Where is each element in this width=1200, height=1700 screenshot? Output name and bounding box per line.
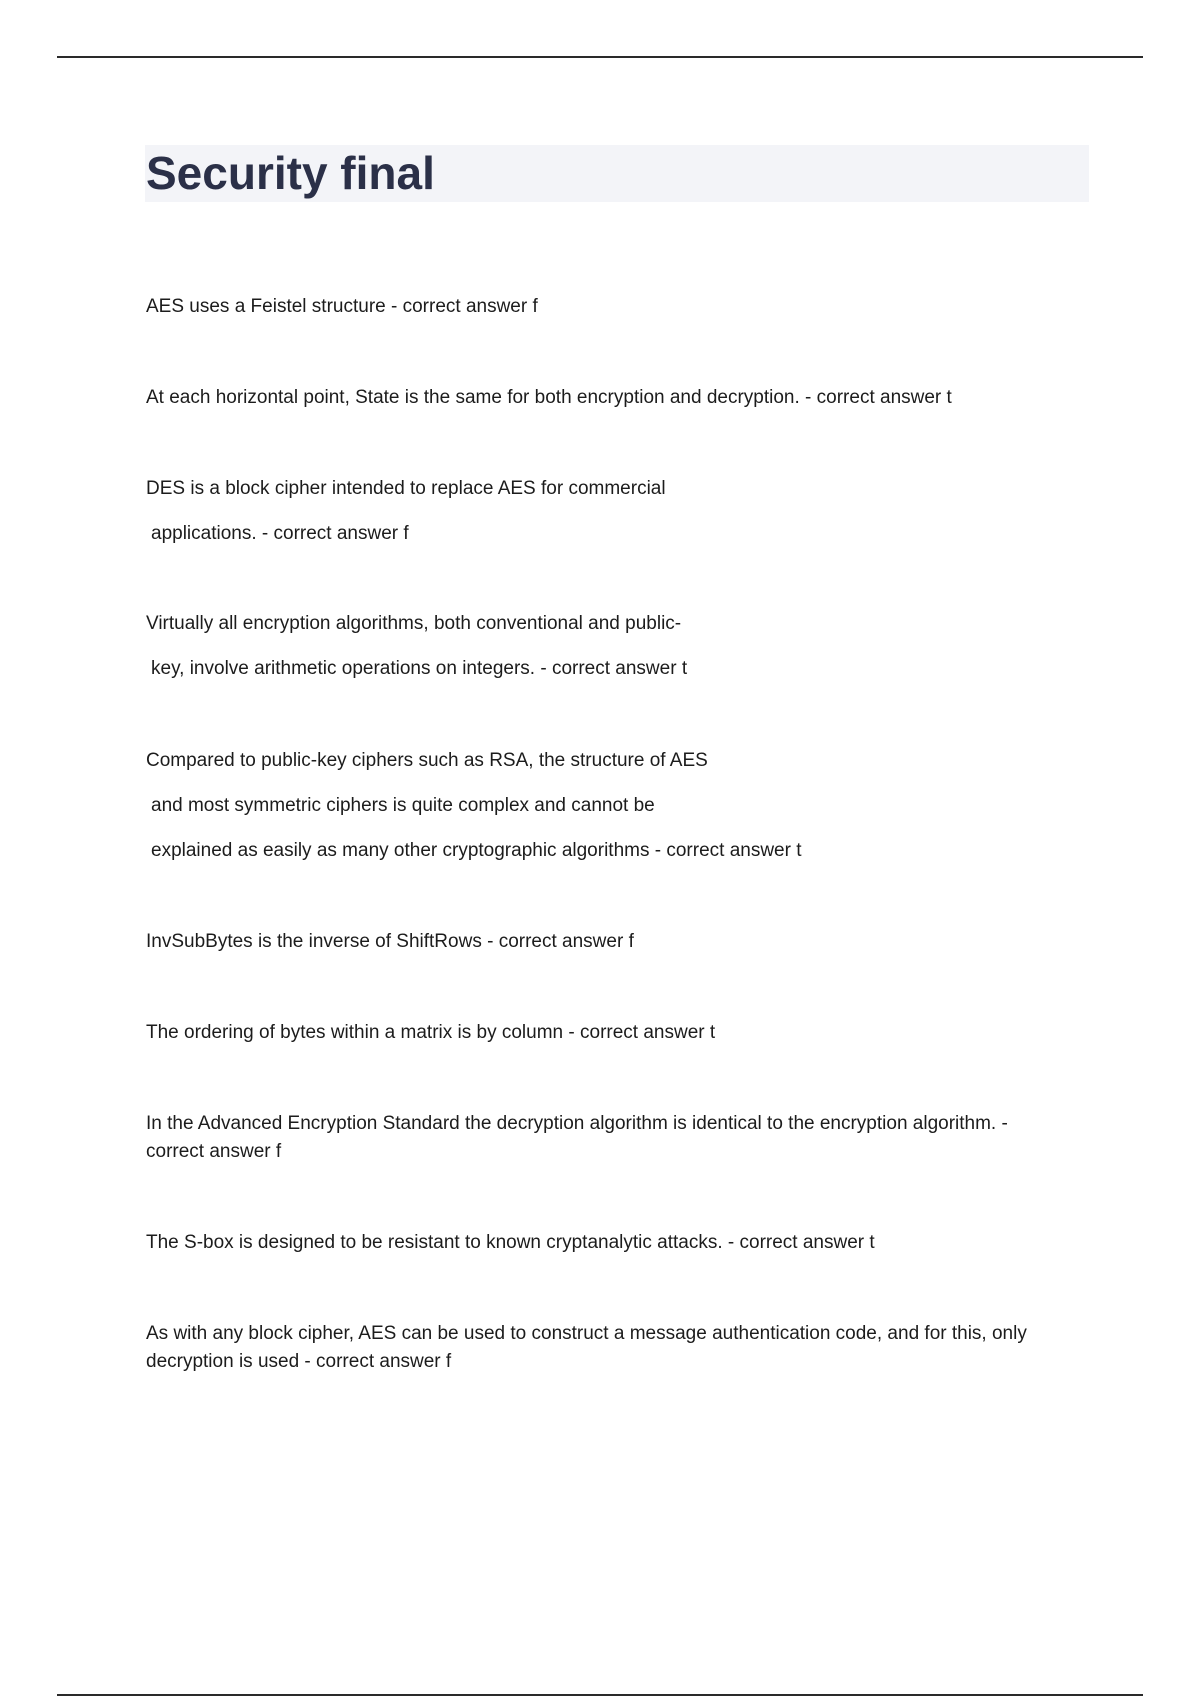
qa-item — [146, 1110, 1096, 1166]
qa-item — [146, 1320, 1096, 1376]
top-rule — [57, 56, 1143, 58]
qa-item — [146, 601, 1096, 691]
qa-line: The ordering of bytes within a matrix is by column - correct answer t — [146, 1022, 716, 1043]
qa-line: and most symmetric ciphers is quite complex and cannot be — [151, 795, 655, 816]
qa-line: At each horizontal point, State is the same for both encryption and decryption. - correct answer t — [146, 387, 952, 408]
qa-item — [146, 466, 1096, 556]
qa-line: Compared to public-key ciphers such as RSA, the structure of AES — [146, 750, 708, 771]
qa-line: The S-box is designed to be resistant to known cryptanalytic attacks. - correct answer t — [146, 1232, 875, 1253]
qa-line: correct answer f — [146, 1141, 282, 1162]
qa-item — [146, 738, 1096, 873]
qa-item — [146, 375, 1096, 420]
document-title: Security final — [146, 147, 435, 199]
qa-line: decryption is used - correct answer f — [146, 1351, 452, 1372]
qa-line: AES uses a Feistel structure - correct answer f — [146, 296, 538, 317]
qa-line: InvSubBytes is the inverse of ShiftRows - correct answer f — [146, 931, 634, 952]
qa-item — [146, 1010, 1096, 1055]
qa-line: DES is a block cipher intended to replace AES for commercial — [146, 478, 666, 499]
qa-line: key, involve arithmetic operations on integers. - correct answer t — [151, 658, 688, 679]
qa-line: In the Advanced Encryption Standard the decryption algorithm is identical to the encryption algorithm. - — [146, 1113, 1008, 1134]
qa-item — [146, 1220, 1096, 1265]
qa-line: explained as easily as many other cryptographic algorithms - correct answer t — [151, 840, 802, 861]
qa-line: As with any block cipher, AES can be used to construct a message authentication code, and for this, only — [146, 1323, 1027, 1344]
qa-line: applications. - correct answer f — [151, 523, 409, 544]
qa-item — [146, 919, 1096, 964]
bottom-rule — [57, 1694, 1143, 1696]
qa-item — [146, 284, 1096, 329]
qa-line: Virtually all encryption algorithms, both conventional and public- — [146, 613, 682, 634]
